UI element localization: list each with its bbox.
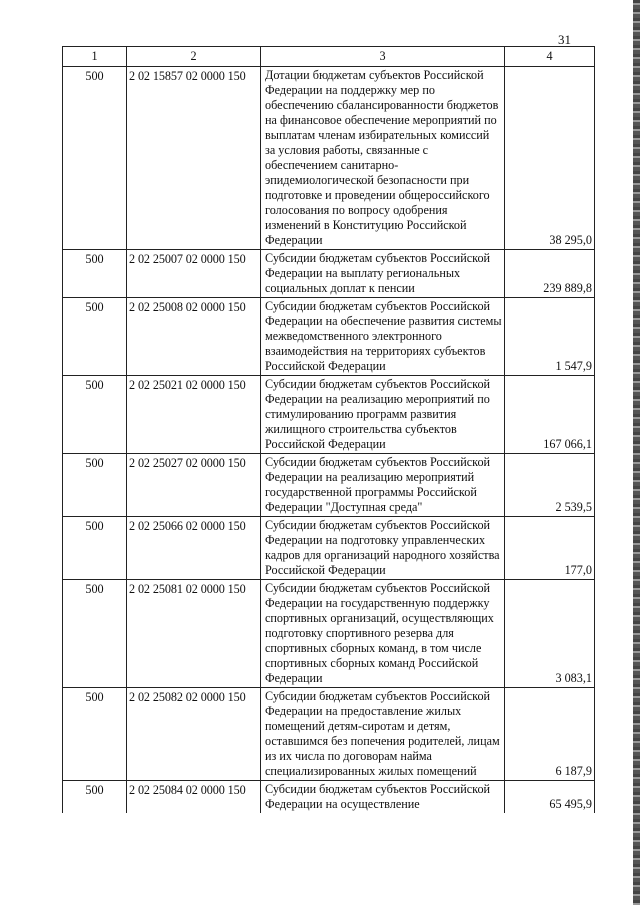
table-row (63, 298, 595, 376)
table-row (63, 517, 595, 580)
admin-code-cell: 500 (63, 454, 127, 517)
table-row (63, 580, 595, 688)
column-header: 1 (63, 47, 127, 67)
amount-cell: 167 066,1 (505, 376, 595, 454)
admin-code-cell: 500 (63, 517, 127, 580)
amount-cell: 1 547,9 (505, 298, 595, 376)
budget-code-cell: 2 02 25008 02 0000 150 (127, 298, 261, 376)
revenue-name-cell: Субсидии бюджетам субъектов Российской Федерации на предоставление жилых помещений детям-сиротам и детям, оставшимся без попечения родителей, лицам из их числа по договорам найма специализированных жилых помещений (261, 688, 505, 781)
amount-cell: 65 495,9 (505, 781, 595, 814)
revenue-name-cell: Дотации бюджетам субъектов Российской Федерации на поддержку мер по обеспечению сбалансированности бюджетов на финансовое обеспечение мероприятий по выплатам членам избирательных комиссий за условия работы, связанные с обеспечением санитарно-эпидемиологической безопасности при подготовке и проведении общероссийского голосования по вопросу одобрения изменений в Конституцию Российской Федерации (261, 67, 505, 250)
budget-code-cell: 2 02 25027 02 0000 150 (127, 454, 261, 517)
admin-code-cell: 500 (63, 376, 127, 454)
amount-cell: 3 083,1 (505, 580, 595, 688)
column-header: 2 (127, 47, 261, 67)
budget-code-cell: 2 02 25081 02 0000 150 (127, 580, 261, 688)
table-row (63, 250, 595, 298)
revenue-name-cell: Субсидии бюджетам субъектов Российской Федерации на подготовку управленческих кадров для организаций народного хозяйства Российской Федерации (261, 517, 505, 580)
column-header: 3 (261, 47, 505, 67)
budget-code-cell: 2 02 25084 02 0000 150 (127, 781, 261, 814)
revenue-name-cell: Субсидии бюджетам субъектов Российской Федерации на реализацию мероприятий по стимулированию программ развития жилищного строительства субъектов Российской Федерации (261, 376, 505, 454)
revenue-name-cell: Субсидии бюджетам субъектов Российской Федерации на реализацию мероприятий государственной программы Российской Федерации "Доступная среда" (261, 454, 505, 517)
table-row (63, 376, 595, 454)
budget-revenue-table (62, 46, 595, 813)
admin-code-cell: 500 (63, 67, 127, 250)
admin-code-cell: 500 (63, 688, 127, 781)
scan-edge (633, 0, 640, 905)
budget-code-cell: 2 02 25066 02 0000 150 (127, 517, 261, 580)
table-row (63, 688, 595, 781)
amount-cell: 38 295,0 (505, 67, 595, 250)
admin-code-cell: 500 (63, 250, 127, 298)
amount-cell: 2 539,5 (505, 454, 595, 517)
revenue-name-cell: Субсидии бюджетам субъектов Российской Федерации на обеспечение развития системы межведомственного электронного взаимодействия на территориях субъектов Российской Федерации (261, 298, 505, 376)
column-number-row (63, 47, 595, 67)
amount-cell: 177,0 (505, 517, 595, 580)
table-row (63, 67, 595, 250)
budget-code-cell: 2 02 15857 02 0000 150 (127, 67, 261, 250)
admin-code-cell: 500 (63, 781, 127, 814)
revenue-name-cell: Субсидии бюджетам субъектов Российской Федерации на выплату региональных социальных доплат к пенсии (261, 250, 505, 298)
table-row (63, 454, 595, 517)
admin-code-cell: 500 (63, 580, 127, 688)
amount-cell: 6 187,9 (505, 688, 595, 781)
budget-code-cell: 2 02 25007 02 0000 150 (127, 250, 261, 298)
budget-code-cell: 2 02 25082 02 0000 150 (127, 688, 261, 781)
page-number: 31 (558, 32, 571, 47)
column-header: 4 (505, 47, 595, 67)
revenue-name-cell: Субсидии бюджетам субъектов Российской Федерации на государственную поддержку спортивных организаций, осуществляющих подготовку спортивного резерва для спортивных сборных команд, в том числе спортивных сборных команд Российской Федерации (261, 580, 505, 688)
revenue-name-cell: Субсидии бюджетам субъектов Российской Федерации на осуществление (261, 781, 505, 814)
table-row (63, 781, 595, 814)
amount-cell: 239 889,8 (505, 250, 595, 298)
budget-code-cell: 2 02 25021 02 0000 150 (127, 376, 261, 454)
admin-code-cell: 500 (63, 298, 127, 376)
